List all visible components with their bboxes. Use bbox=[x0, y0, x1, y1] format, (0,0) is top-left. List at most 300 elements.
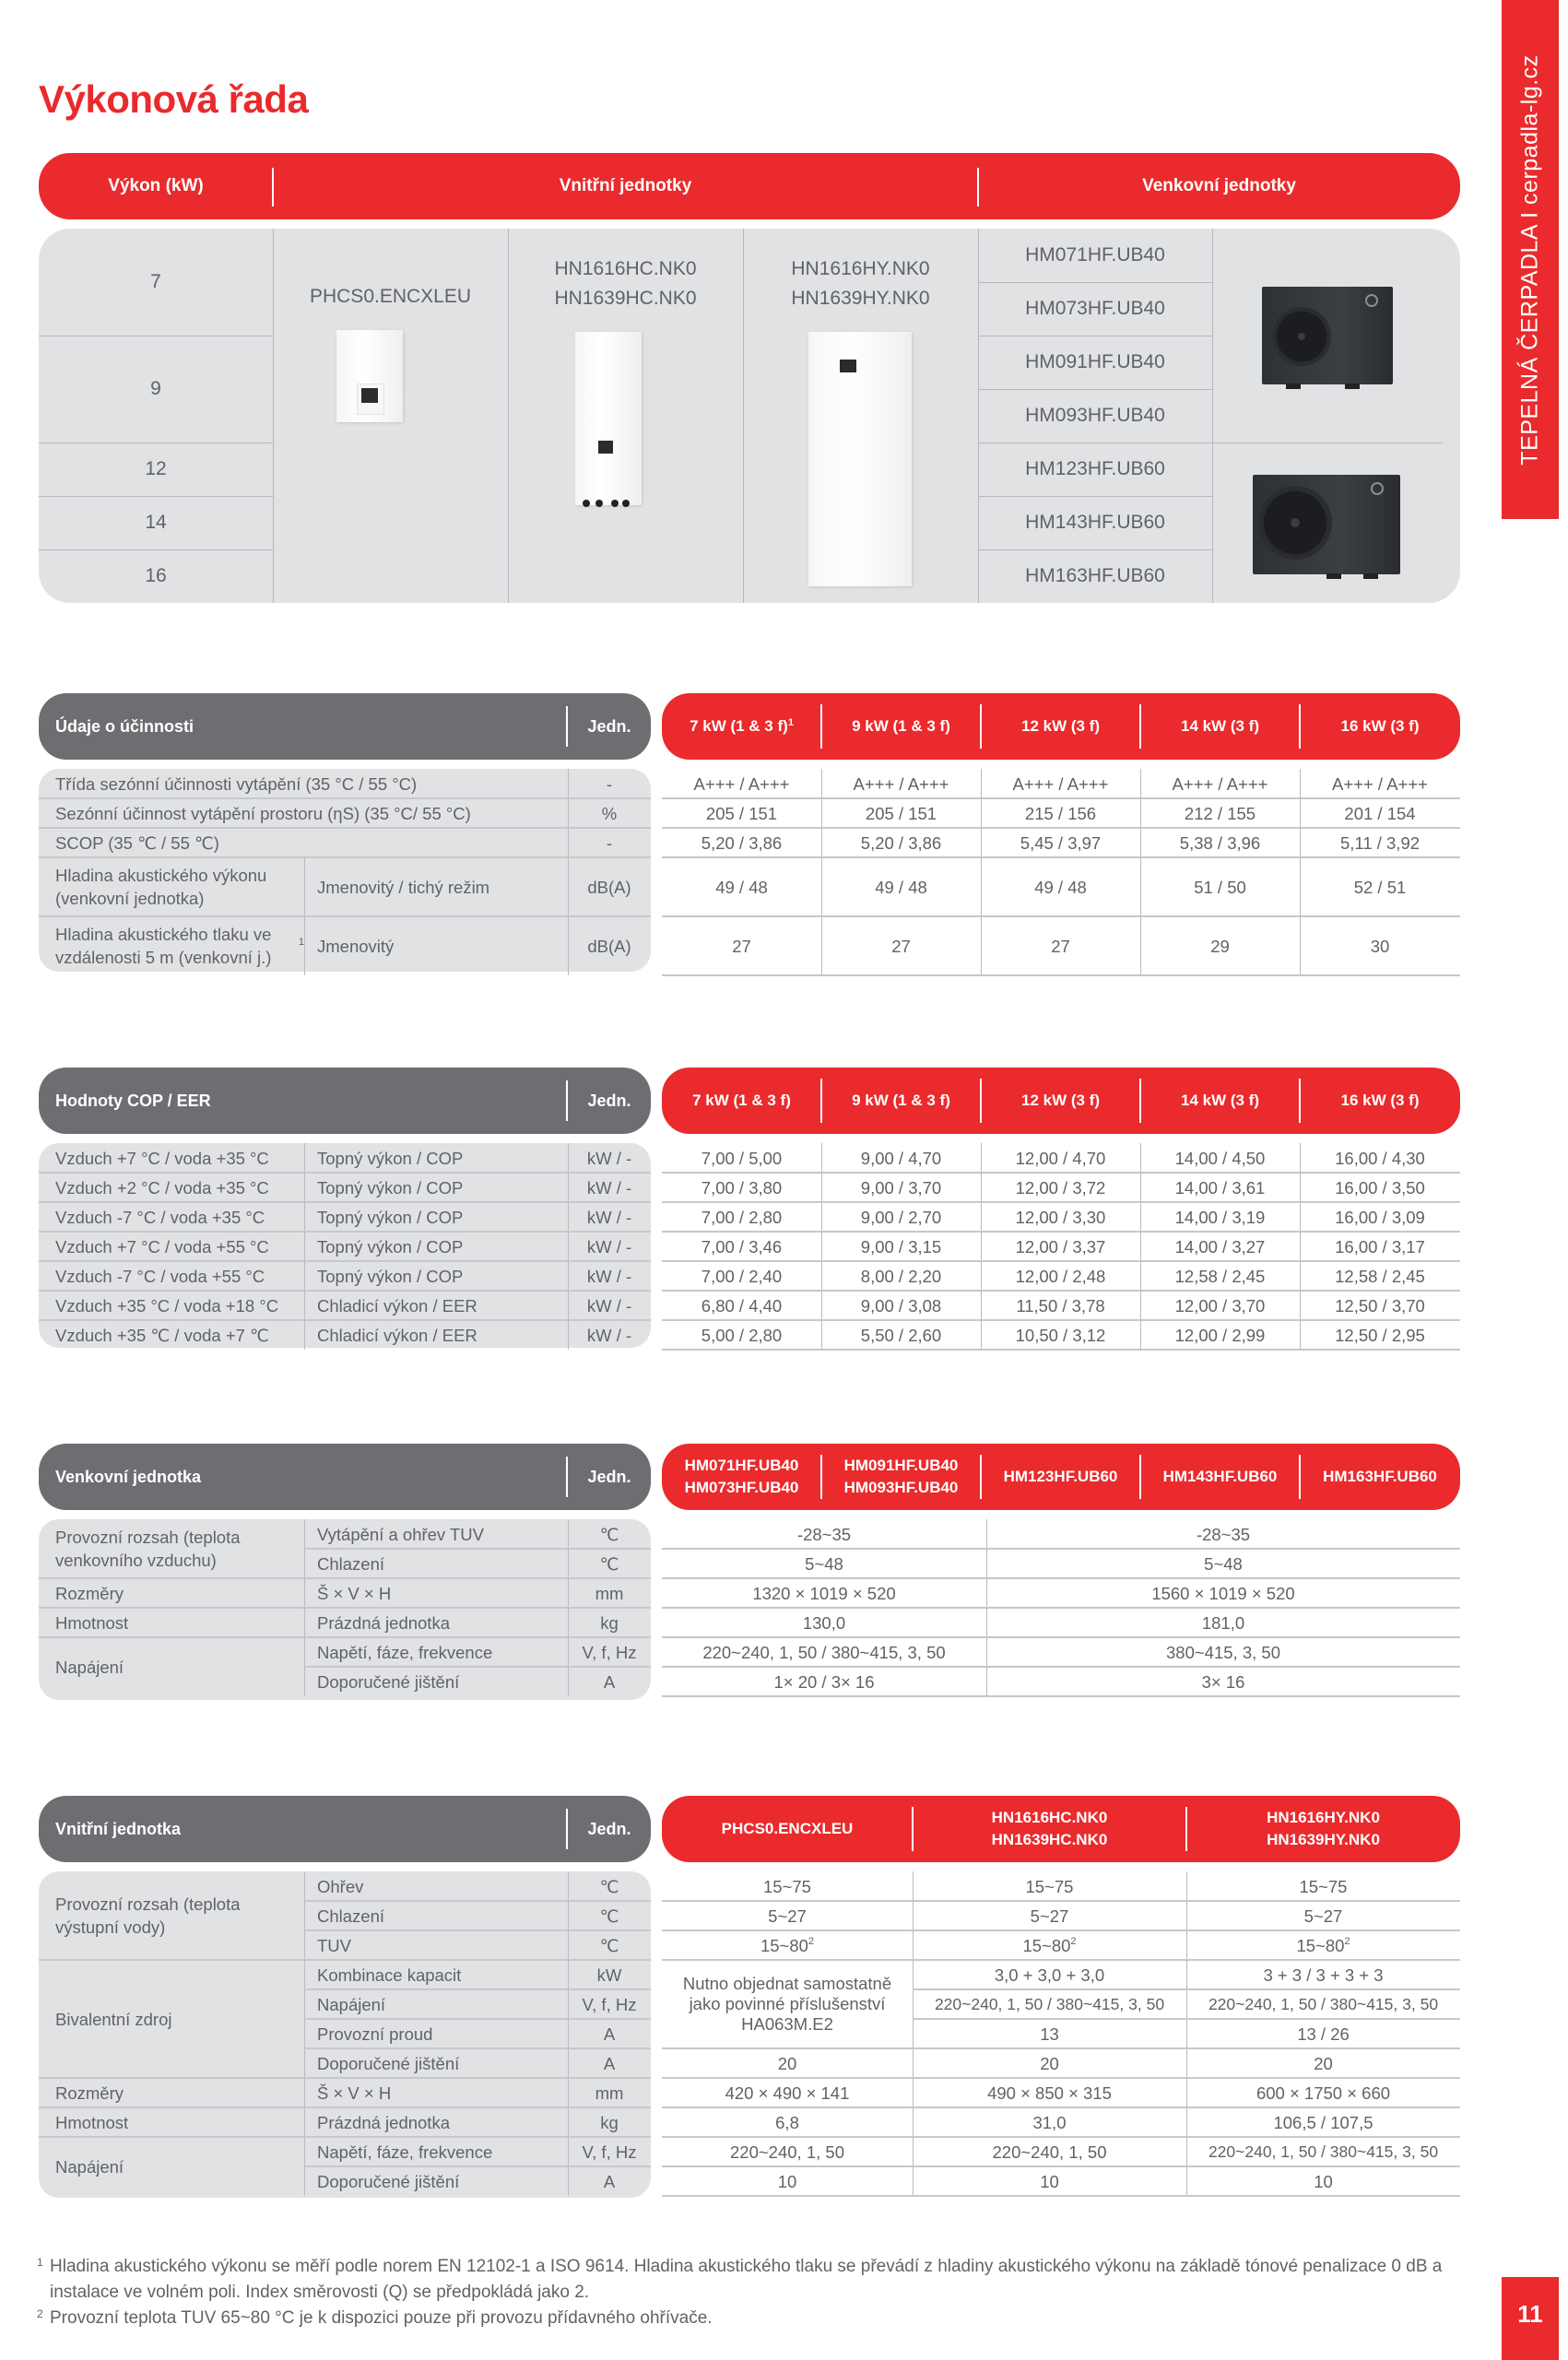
row-sublabel: Chladicí výkon / EER bbox=[317, 1325, 477, 1345]
column-header-label: 14 kW (3 f) bbox=[1180, 717, 1260, 735]
column-header bbox=[1300, 1444, 1460, 1510]
row-divider bbox=[39, 1607, 304, 1609]
row-label: Vzduch +7 °C / voda +35 °C bbox=[55, 1148, 269, 1168]
row-sublabel: Doporučené jištění bbox=[317, 2053, 460, 2073]
column-divider bbox=[1186, 1989, 1187, 2019]
outdoor-model: HM143HF.UB60 bbox=[1025, 512, 1165, 533]
value-text: 15~75 bbox=[763, 1876, 811, 1896]
row-sublabel: Š × V × H bbox=[317, 2083, 392, 2103]
column-divider bbox=[1300, 857, 1301, 916]
column-divider bbox=[568, 1960, 569, 1989]
column-header-line bbox=[1181, 1090, 1259, 1112]
column-divider bbox=[568, 1519, 569, 1549]
column-divider bbox=[821, 916, 822, 975]
value-text: 10 bbox=[777, 2171, 797, 2191]
row-label: Provozní rozsah (teplota venkovního vzduchu) bbox=[55, 1528, 241, 1570]
column-header-label: 7 kW (1 & 3 f) bbox=[690, 717, 788, 735]
value-cell: 12,00 / 3,30 bbox=[1015, 1207, 1106, 1227]
value-cell: 16,00 / 3,17 bbox=[1335, 1236, 1425, 1257]
column-header bbox=[981, 1068, 1140, 1134]
column-divider bbox=[1140, 1261, 1141, 1291]
lineup-header bbox=[39, 153, 1460, 219]
row-unit: kW / - bbox=[586, 1148, 632, 1168]
row-unit: - bbox=[606, 832, 613, 853]
column-divider bbox=[1300, 1291, 1301, 1320]
row-sublabel: Doporučené jištění bbox=[317, 1671, 460, 1692]
value-text: 15~80 bbox=[1296, 1935, 1345, 1955]
column-divider bbox=[568, 1202, 569, 1232]
column-divider bbox=[304, 1143, 305, 1173]
row-sublabel: Vytápění a ohřev TUV bbox=[317, 1524, 484, 1544]
column-header-line bbox=[690, 715, 794, 738]
value-cell: 5,20 / 3,86 bbox=[860, 832, 942, 853]
value-cell: 130,0 bbox=[802, 1612, 846, 1633]
column-header-label: 16 kW (3 f) bbox=[1340, 717, 1420, 735]
column-divider bbox=[1186, 1960, 1187, 1989]
value-cell: 12,00 / 2,99 bbox=[1174, 1325, 1266, 1345]
indoor-model-line: HN1639HY.NK0 bbox=[791, 288, 930, 309]
row-label: Rozměry bbox=[55, 2083, 124, 2103]
column-divider bbox=[1300, 1261, 1301, 1291]
column-header-label: 9 kW (1 & 3 f) bbox=[852, 1092, 950, 1109]
column-divider bbox=[304, 1901, 305, 1930]
row-sublabel: Chladicí výkon / EER bbox=[317, 1295, 477, 1316]
column-divider bbox=[981, 769, 982, 798]
column-divider bbox=[568, 1549, 569, 1578]
row-sublabel: Š × V × H bbox=[317, 1583, 392, 1603]
column-divider bbox=[568, 2019, 569, 2048]
column-divider bbox=[568, 1232, 569, 1261]
row-unit: A bbox=[603, 2171, 616, 2191]
value-cell bbox=[1186, 2166, 1460, 2196]
row-sublabel: Prázdná jednotka bbox=[317, 1612, 450, 1633]
unit-column-header: Jedn. bbox=[587, 1819, 631, 1838]
display-screen bbox=[361, 388, 378, 403]
column-divider bbox=[821, 1143, 822, 1173]
value-cell: 5,00 / 2,80 bbox=[701, 1325, 783, 1345]
row-label: Hmotnost bbox=[55, 2112, 129, 2132]
column-header-line: PHCS0.ENCXLEU bbox=[721, 1820, 854, 1837]
column-divider bbox=[568, 916, 569, 975]
column-divider bbox=[913, 2166, 914, 2196]
column-divider bbox=[986, 1667, 987, 1696]
row-divider bbox=[39, 2136, 304, 2138]
row-label bbox=[39, 916, 304, 975]
column-divider bbox=[1140, 769, 1141, 798]
value-text: 220~240, 1, 50 / 380~415, 3, 50 bbox=[934, 1994, 1165, 2013]
value-text: 15~75 bbox=[1025, 1876, 1074, 1896]
row-unit: V, f, Hz bbox=[582, 2142, 637, 2162]
column-header-line: HM123HF.UB60 bbox=[1003, 1468, 1118, 1485]
value-cell: 30 bbox=[1370, 936, 1390, 956]
value-cell: 14,00 / 3,19 bbox=[1174, 1207, 1266, 1227]
unit-column-header: Jedn. bbox=[587, 716, 631, 736]
row-divider bbox=[39, 1959, 304, 1961]
outdoor-header bbox=[39, 1444, 651, 1510]
row-unit: kW / - bbox=[586, 1177, 632, 1198]
outdoor-model: HM163HF.UB60 bbox=[1025, 565, 1165, 586]
footnote-ref: 1 bbox=[298, 936, 304, 948]
indoor-header bbox=[39, 1796, 651, 1862]
column-divider bbox=[568, 828, 569, 857]
value-cell: 9,00 / 4,70 bbox=[860, 1148, 942, 1168]
unit-column-header: Jedn. bbox=[587, 1467, 631, 1486]
column-header-label: 12 kW (3 f) bbox=[1020, 1092, 1101, 1109]
column-divider bbox=[568, 1930, 569, 1960]
row-sublabel: Topný výkon / COP bbox=[317, 1177, 464, 1198]
column-header bbox=[662, 1796, 913, 1862]
cop-columns-header bbox=[662, 1068, 1460, 1134]
column-header-line: HM143HF.UB60 bbox=[1162, 1468, 1278, 1485]
column-divider bbox=[981, 1320, 982, 1350]
column-divider bbox=[821, 828, 822, 857]
row-unit: kW / - bbox=[586, 1295, 632, 1316]
row-label: SCOP (35 ℃ / 55 ℃) bbox=[55, 832, 219, 853]
column-header bbox=[981, 1444, 1140, 1510]
footnotes bbox=[37, 2254, 1475, 2331]
row-unit: kg bbox=[600, 2112, 619, 2132]
row-label-text: Hladina akustického tlaku ve vzdálenosti 5 m (venkovní j.) bbox=[55, 925, 272, 967]
bivalent-note-line: HA063M.E2 bbox=[741, 2014, 833, 2034]
display-screen bbox=[840, 360, 856, 372]
indoor-model bbox=[743, 254, 978, 313]
column-header bbox=[821, 1444, 981, 1510]
column-divider bbox=[986, 1519, 987, 1549]
column-divider bbox=[568, 1143, 569, 1173]
column-divider bbox=[821, 1291, 822, 1320]
value-text: 15~80 bbox=[1022, 1935, 1071, 1955]
column-divider bbox=[304, 857, 305, 916]
value-cell bbox=[1186, 1989, 1460, 2019]
value-text: 490 × 850 × 315 bbox=[987, 2083, 1112, 2103]
column-divider bbox=[304, 1519, 305, 1549]
wall-hydrobox-unit-image bbox=[575, 332, 642, 505]
efficiency-title: Údaje o účinnosti bbox=[55, 716, 195, 736]
row-divider bbox=[39, 1636, 304, 1638]
column-divider bbox=[568, 2137, 569, 2166]
column-divider bbox=[1186, 2019, 1187, 2048]
column-header-label: 14 kW (3 f) bbox=[1180, 1092, 1260, 1109]
value-cell: 14,00 / 3,61 bbox=[1174, 1177, 1266, 1198]
value-text: 13 / 26 bbox=[1297, 2024, 1350, 2044]
column-divider bbox=[1186, 2107, 1187, 2137]
value-cell bbox=[913, 2137, 1186, 2166]
value-cell: 205 / 151 bbox=[705, 803, 778, 823]
value-cell: 29 bbox=[1210, 936, 1230, 956]
column-divider bbox=[1186, 2048, 1187, 2078]
column-header-line: HN1616HC.NK0 bbox=[991, 1809, 1108, 1826]
value-cell bbox=[1186, 2078, 1460, 2107]
column-divider bbox=[304, 1637, 305, 1667]
row-sublabel: Prázdná jednotka bbox=[317, 2112, 450, 2132]
column-divider bbox=[821, 1202, 822, 1232]
value-cell bbox=[1186, 2048, 1460, 2078]
column-divider bbox=[981, 828, 982, 857]
outdoor-model: HM093HF.UB40 bbox=[1025, 405, 1165, 426]
row-unit: kg bbox=[600, 1612, 619, 1633]
value-cell: 7,00 / 5,00 bbox=[701, 1148, 783, 1168]
column-divider bbox=[981, 798, 982, 828]
footnote bbox=[37, 2254, 1475, 2306]
value-cell bbox=[913, 2166, 1186, 2196]
value-cell bbox=[913, 1871, 1186, 1901]
value-cell: 51 / 50 bbox=[1194, 877, 1246, 897]
page-number: 11 bbox=[1502, 2277, 1559, 2360]
footnote-text: Hladina akustického výkonu se měří podle norem EN 12102-1 a ISO 9614. Hladina akustického tlaku se převádí z hladiny akustického výkonu na základě tónové penalizace 0 dB a instalace ve volném poli. Index směrovosti (Q) se předpokládá jako 2. bbox=[50, 2257, 1443, 2302]
row-unit: % bbox=[601, 803, 618, 823]
value-cell bbox=[913, 2078, 1186, 2107]
column-divider bbox=[1300, 1320, 1301, 1350]
column-divider bbox=[568, 798, 569, 828]
value-cell bbox=[662, 1871, 913, 1901]
side-tab bbox=[1502, 0, 1559, 519]
column-divider bbox=[1186, 2166, 1187, 2196]
column-header-label: 12 kW (3 f) bbox=[1020, 717, 1101, 735]
column-divider bbox=[821, 798, 822, 828]
value-cell: 27 bbox=[891, 936, 911, 956]
value-cell: -28~35 bbox=[796, 1524, 852, 1544]
column-divider bbox=[304, 1960, 305, 1989]
value-cell: 181,0 bbox=[1201, 1612, 1245, 1633]
unit-foot bbox=[1286, 384, 1301, 389]
column-header-line: HN1616HY.NK0 bbox=[1267, 1809, 1380, 1826]
column-header-line: HM071HF.UB40 bbox=[684, 1457, 799, 1474]
row-divider bbox=[662, 1349, 1460, 1351]
column-divider bbox=[304, 1261, 305, 1291]
row-sublabel: Chlazení bbox=[317, 1553, 385, 1574]
row-sublabel: Napětí, fáze, frekvence bbox=[317, 2142, 493, 2162]
value-cell: 27 bbox=[1051, 936, 1070, 956]
unit-column-header: Jedn. bbox=[587, 1091, 631, 1110]
column-header bbox=[662, 1068, 821, 1134]
column-header-label: 16 kW (3 f) bbox=[1340, 1092, 1420, 1109]
column-divider bbox=[568, 1871, 569, 1901]
row-unit: mm bbox=[595, 1583, 624, 1603]
column-header-line: HM163HF.UB60 bbox=[1323, 1468, 1437, 1485]
value-cell: 52 / 51 bbox=[1353, 877, 1407, 897]
column-divider bbox=[986, 1578, 987, 1608]
page-title: Výkonová řada bbox=[39, 77, 309, 121]
row-unit: ℃ bbox=[599, 1876, 619, 1896]
row-unit: - bbox=[606, 773, 613, 794]
column-divider bbox=[821, 1261, 822, 1291]
column-divider bbox=[981, 1232, 982, 1261]
row-label: Vzduch +2 °C / voda +35 °C bbox=[55, 1177, 269, 1198]
value-text: 220~240, 1, 50 / 380~415, 3, 50 bbox=[1208, 2142, 1439, 2161]
column-divider bbox=[568, 857, 569, 916]
column-divider bbox=[568, 1578, 569, 1608]
value-cell: 9,00 / 3,70 bbox=[860, 1177, 942, 1198]
pipe-connector bbox=[583, 500, 590, 507]
row-unit: dB(A) bbox=[587, 936, 631, 956]
outdoor-model: HM123HF.UB60 bbox=[1025, 458, 1165, 479]
value-text: 5~27 bbox=[1303, 1906, 1343, 1926]
row-label bbox=[39, 857, 304, 916]
value-cell: 12,00 / 3,70 bbox=[1174, 1295, 1266, 1316]
column-divider bbox=[304, 1232, 305, 1261]
footnote bbox=[37, 2306, 1475, 2331]
indoor-model-line: HN1616HC.NK0 bbox=[554, 258, 697, 279]
value-cell: 212 / 155 bbox=[1184, 803, 1256, 823]
column-divider bbox=[568, 769, 569, 798]
value-cell: 49 / 48 bbox=[715, 877, 768, 897]
value-text: 3 + 3 / 3 + 3 + 3 bbox=[1263, 1965, 1384, 1985]
column-divider bbox=[304, 1608, 305, 1637]
row-unit: A bbox=[603, 1671, 616, 1692]
row-unit: V, f, Hz bbox=[582, 1642, 637, 1662]
value-text: 20 bbox=[1314, 2053, 1333, 2073]
value-cell bbox=[662, 2137, 913, 2166]
column-divider bbox=[1300, 1143, 1301, 1173]
value-text: 20 bbox=[777, 2053, 797, 2073]
efficiency-header bbox=[39, 693, 651, 760]
outdoor-title: Venkovní jednotka bbox=[55, 1467, 202, 1486]
column-divider bbox=[304, 2107, 305, 2137]
value-cell: 12,00 / 3,37 bbox=[1015, 1236, 1106, 1257]
value-cell: 5,50 / 2,60 bbox=[860, 1325, 942, 1345]
row-unit: ℃ bbox=[599, 1524, 619, 1544]
value-cell: 5~48 bbox=[1204, 1553, 1243, 1574]
column-header bbox=[662, 693, 821, 760]
row-unit: A bbox=[603, 2053, 616, 2073]
column-divider bbox=[304, 1291, 305, 1320]
bivalent-note-line: jako povinné příslušenství bbox=[689, 1994, 886, 2013]
row-label: Vzduch +7 °C / voda +55 °C bbox=[55, 1236, 269, 1257]
value-cell: 205 / 151 bbox=[865, 803, 937, 823]
column-header-line: HM091HF.UB40 bbox=[843, 1457, 959, 1474]
column-header-line bbox=[692, 1090, 791, 1112]
value-cell: 12,00 / 2,48 bbox=[1015, 1266, 1106, 1286]
column-divider bbox=[1140, 828, 1141, 857]
value-cell bbox=[913, 1901, 1186, 1930]
column-divider bbox=[913, 1960, 914, 1989]
value-cell bbox=[1186, 1930, 1460, 1960]
indoor-model-line: HN1639HC.NK0 bbox=[554, 288, 697, 309]
column-divider bbox=[568, 1173, 569, 1202]
lineup-header-power: Výkon (kW) bbox=[108, 176, 204, 195]
value-cell: 5~48 bbox=[805, 1553, 843, 1574]
row-label: Vzduch +35 °C / voda +18 °C bbox=[55, 1295, 279, 1316]
row-sublabel: Ohřev bbox=[317, 1876, 364, 1896]
value-cell bbox=[662, 2078, 913, 2107]
value-cell: 7,00 / 2,40 bbox=[701, 1266, 783, 1286]
column-divider bbox=[304, 1202, 305, 1232]
column-divider bbox=[981, 1202, 982, 1232]
fan-grille bbox=[1258, 486, 1332, 560]
row-unit: ℃ bbox=[599, 1935, 619, 1955]
value-cell bbox=[1186, 2019, 1460, 2048]
footnote-ref: 2 bbox=[1344, 1935, 1350, 1947]
column-divider bbox=[304, 1173, 305, 1202]
row-sublabel: Doporučené jištění bbox=[317, 2171, 460, 2191]
value-cell: 1560 × 1019 × 520 bbox=[1151, 1583, 1295, 1603]
column-divider bbox=[304, 1930, 305, 1960]
footnote-ref: 2 bbox=[808, 1935, 815, 1947]
value-text: 420 × 490 × 141 bbox=[725, 2083, 850, 2103]
column-divider bbox=[304, 916, 305, 975]
row-unit: kW bbox=[596, 1965, 622, 1985]
pipe-connector bbox=[622, 500, 630, 507]
column-divider bbox=[1140, 1143, 1141, 1173]
column-header bbox=[821, 693, 981, 760]
value-cell: 12,58 / 2,45 bbox=[1174, 1266, 1266, 1286]
value-text: 220~240, 1, 50 bbox=[730, 2142, 844, 2162]
value-cell: 11,50 / 3,78 bbox=[1016, 1295, 1105, 1316]
value-cell: A+++ / A+++ bbox=[1172, 773, 1268, 794]
indoor-model bbox=[508, 254, 743, 313]
column-header bbox=[1140, 693, 1300, 760]
value-cell bbox=[662, 2048, 913, 2078]
value-cell: 16,00 / 3,09 bbox=[1335, 1207, 1425, 1227]
outdoor-columns-header bbox=[662, 1444, 1460, 1510]
column-divider bbox=[1140, 1291, 1141, 1320]
value-cell: A+++ / A+++ bbox=[1012, 773, 1109, 794]
column-divider bbox=[568, 1608, 569, 1637]
row-sublabel: Topný výkon / COP bbox=[317, 1236, 464, 1257]
column-divider bbox=[568, 1667, 569, 1696]
value-cell: 7,00 / 3,46 bbox=[701, 1236, 783, 1257]
column-divider bbox=[1140, 1232, 1141, 1261]
column-header-line bbox=[852, 715, 950, 738]
column-divider bbox=[913, 1871, 914, 1901]
column-divider bbox=[1186, 1901, 1187, 1930]
column-divider bbox=[1300, 1173, 1301, 1202]
value-cell bbox=[1186, 1960, 1460, 1989]
value-text: 3,0 + 3,0 + 3,0 bbox=[994, 1965, 1105, 1985]
column-divider bbox=[1300, 916, 1301, 975]
footnote-mark: 2 bbox=[37, 2307, 43, 2320]
column-header-line bbox=[1021, 1090, 1100, 1112]
column-divider bbox=[1300, 798, 1301, 828]
value-text: 20 bbox=[1040, 2053, 1059, 2073]
value-cell: 8,00 / 2,20 bbox=[860, 1266, 942, 1286]
column-divider bbox=[1300, 1232, 1301, 1261]
column-divider bbox=[981, 1291, 982, 1320]
lineup-header-outdoor: Venkovní jednotky bbox=[1142, 176, 1296, 195]
lineup-header-indoor: Vnitřní jednotky bbox=[559, 176, 692, 195]
column-divider bbox=[568, 2166, 569, 2196]
column-divider bbox=[1300, 828, 1301, 857]
column-header-line bbox=[1340, 1090, 1419, 1112]
value-cell: 9,00 / 3,15 bbox=[860, 1236, 942, 1257]
value-text: 5~27 bbox=[768, 1906, 807, 1926]
value-cell: 3× 16 bbox=[1201, 1671, 1245, 1692]
column-header bbox=[1140, 1444, 1300, 1510]
column-divider bbox=[1300, 1202, 1301, 1232]
value-text: 10 bbox=[1040, 2171, 1059, 2191]
row-unit: ℃ bbox=[599, 1553, 619, 1574]
column-header bbox=[1300, 1068, 1460, 1134]
power-value: 9 bbox=[150, 378, 161, 399]
column-header bbox=[821, 1068, 981, 1134]
column-header-line: HN1639HY.NK0 bbox=[1267, 1831, 1380, 1848]
unit-foot bbox=[1363, 573, 1378, 579]
value-cell: 10,50 / 3,12 bbox=[1015, 1325, 1106, 1345]
row-sublabel: Topný výkon / COP bbox=[317, 1148, 464, 1168]
column-divider bbox=[304, 2048, 305, 2078]
footnote-ref: 1 bbox=[787, 717, 794, 728]
value-cell: 16,00 / 4,30 bbox=[1335, 1148, 1425, 1168]
row-sublabel: Jmenovitý bbox=[317, 936, 395, 956]
outdoor-model: HM091HF.UB40 bbox=[1025, 351, 1165, 372]
value-text: 220~240, 1, 50 bbox=[992, 2142, 1107, 2162]
cop-title: Hodnoty COP / EER bbox=[55, 1091, 211, 1110]
value-text: 106,5 / 107,5 bbox=[1273, 2112, 1373, 2132]
side-tab-label: TEPELNÁ ČERPADLA I cerpadla-lg.cz bbox=[1516, 53, 1543, 466]
value-cell: -28~35 bbox=[1196, 1524, 1251, 1544]
row-label: Hmotnost bbox=[55, 1612, 129, 1633]
column-divider bbox=[568, 2078, 569, 2107]
